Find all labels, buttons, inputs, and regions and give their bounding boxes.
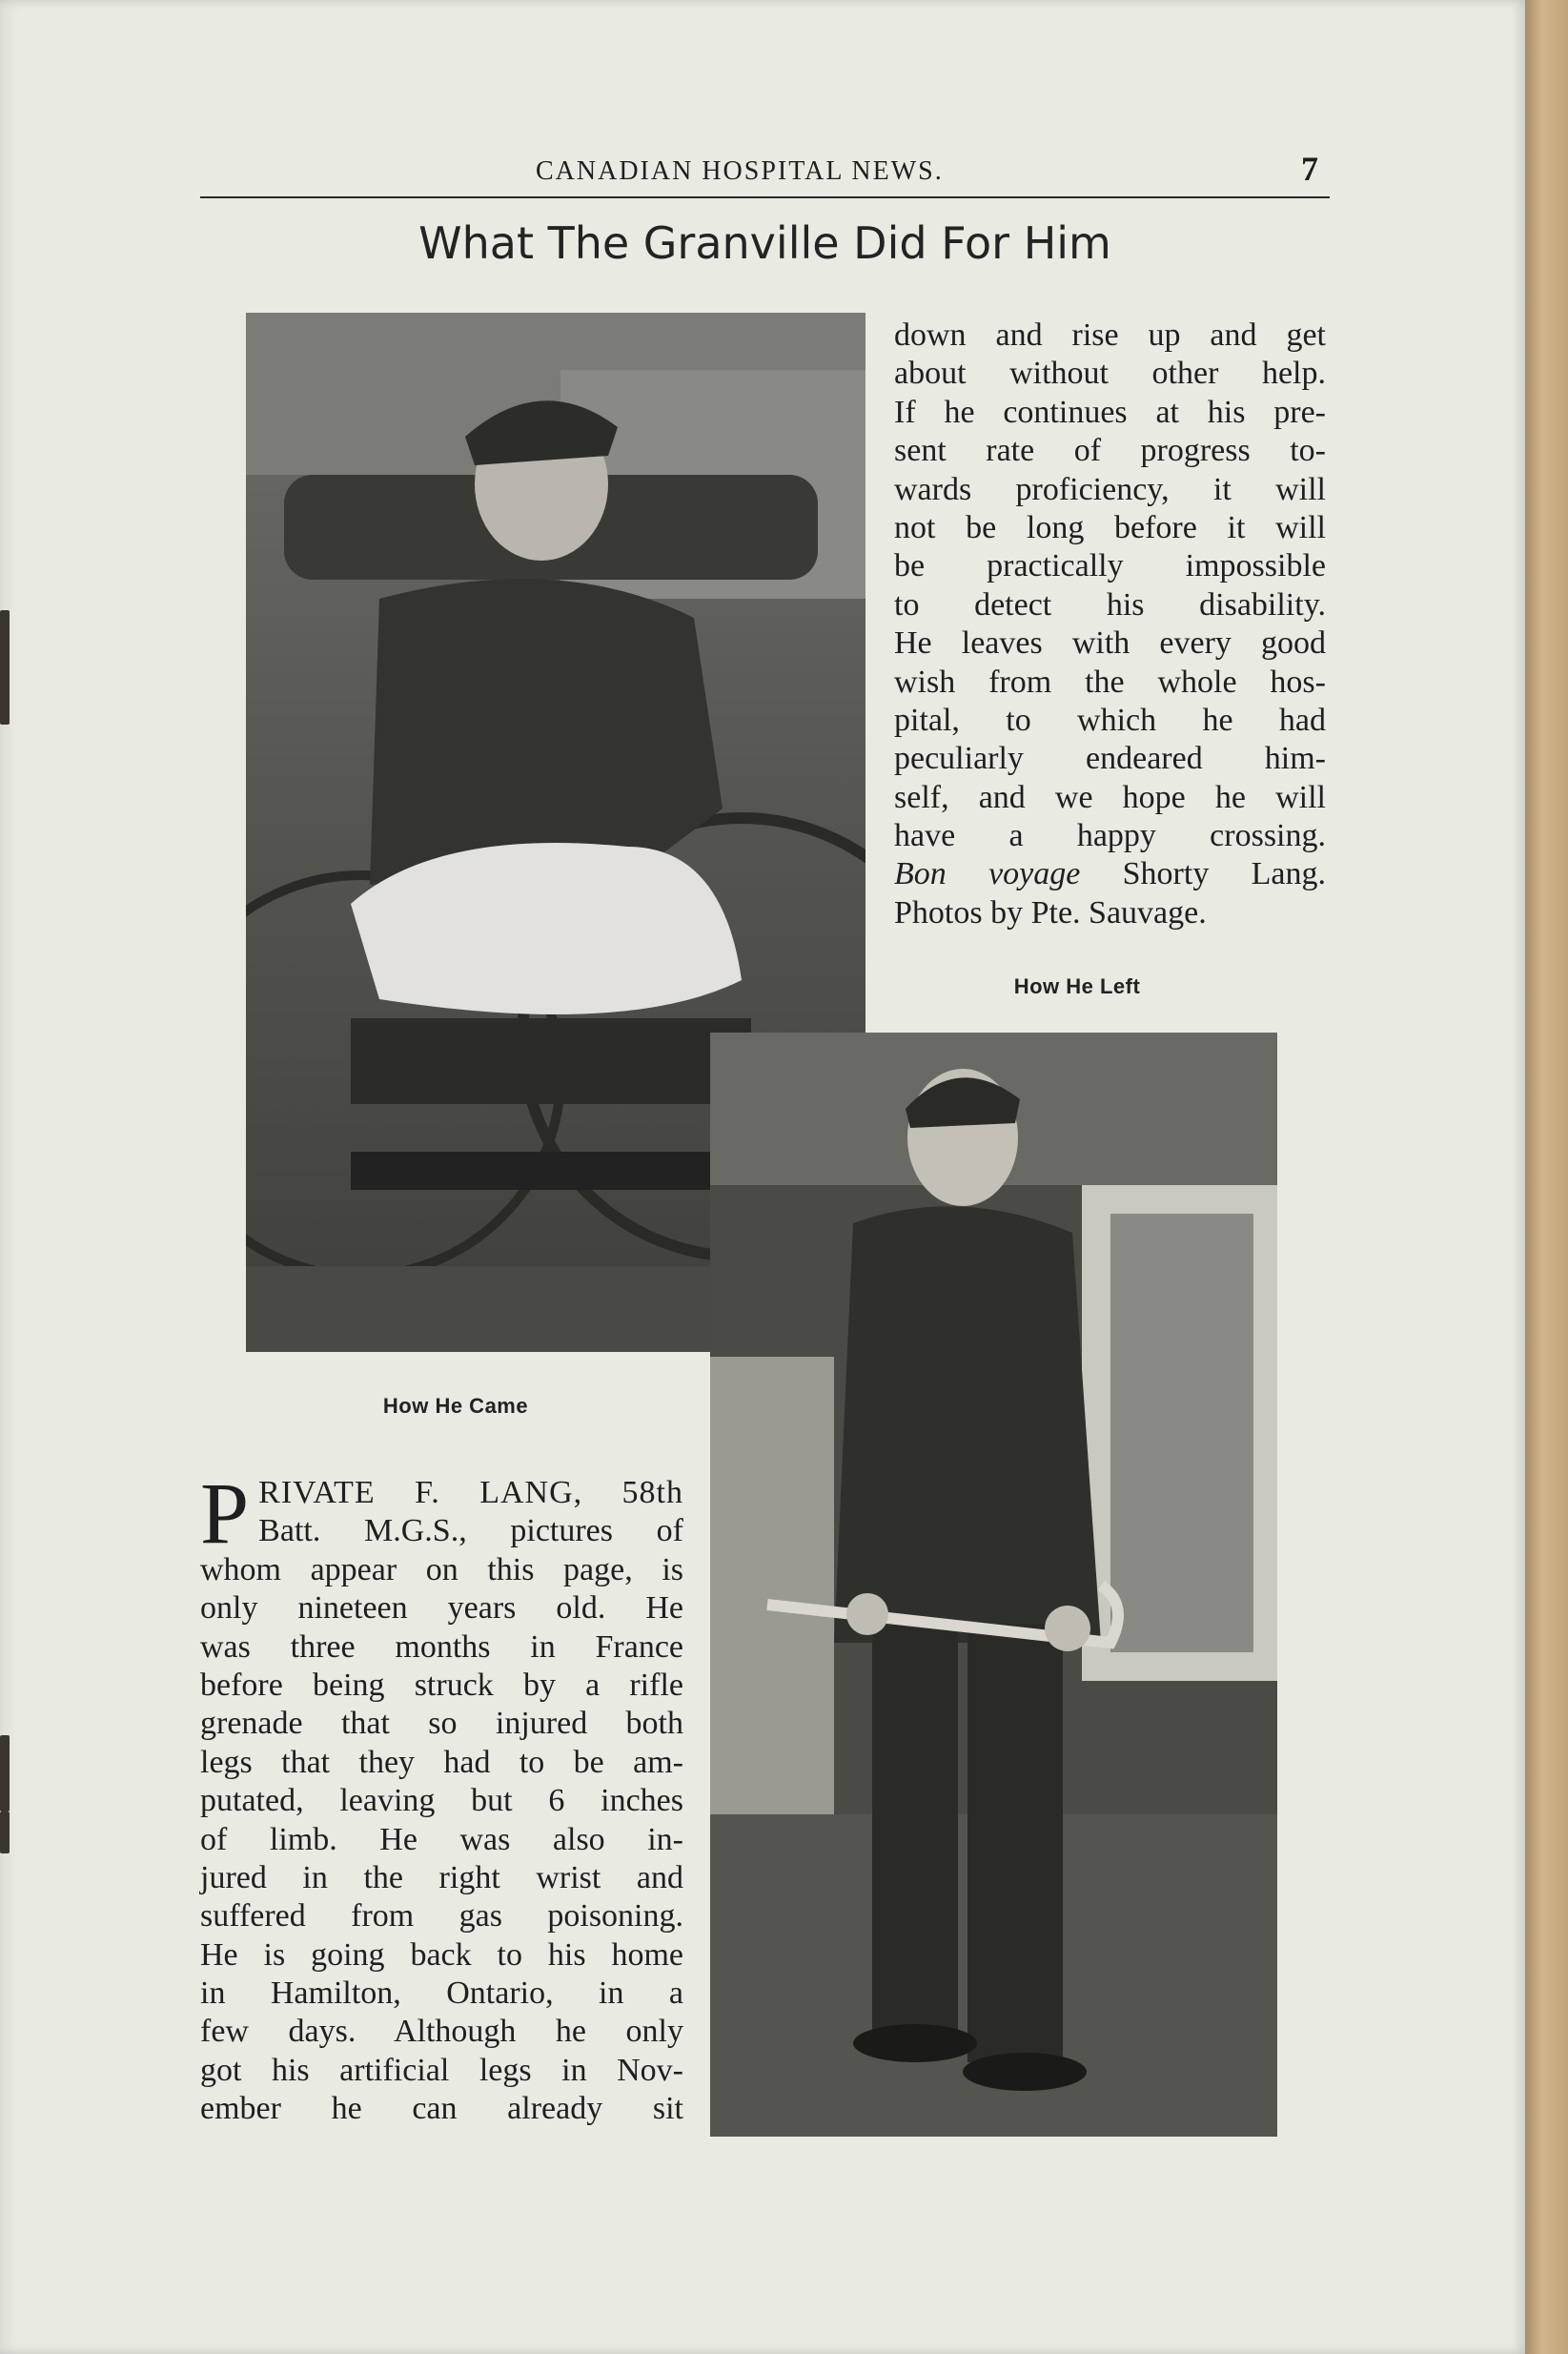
body-line-bon-voyage [894, 855, 1326, 893]
bon-voyage-italic: Bon voyage [894, 856, 1081, 892]
body-line: legs that they had to be am- [200, 1744, 683, 1780]
article-lead: RIVATE F. LANG, 58th [258, 1475, 683, 1510]
body-line: He is going back to his home [200, 1936, 683, 1973]
bon-voyage-rest: Shorty Lang. [1080, 856, 1326, 892]
body-line: of limb. He was also in- [200, 1821, 683, 1857]
body-line: Batt. M.G.S., pictures of [258, 1513, 683, 1549]
publication-title: CANADIAN HOSPITAL NEWS. [536, 156, 944, 186]
body-line: wards proficiency, it will [894, 471, 1326, 507]
body-line: jured in the right wrist and [200, 1859, 683, 1895]
body-line: to detect his disability. [894, 586, 1326, 623]
body-line: have a happy crossing. [894, 818, 1326, 854]
body-line: putated, leaving but 6 inches [200, 1783, 683, 1819]
body-line: pital, to which he had [894, 702, 1326, 738]
body-line: peculiarly endeared him- [894, 741, 1326, 777]
photo-credit: Photos by Pte. Sauvage. [894, 894, 1207, 931]
body-line: down and rise up and get [894, 317, 1326, 353]
body-line: sent rate of progress to- [894, 433, 1326, 469]
body-line: in Hamilton, Ontario, in a [200, 1975, 683, 2012]
photo-how-he-left [710, 1033, 1277, 2137]
body-line: self, and we hope he will [894, 779, 1326, 815]
body-line: not be long before it will [894, 509, 1326, 545]
body-line: suffered from gas poisoning. [200, 1898, 683, 1934]
body-line: ember he can already sit [200, 2091, 683, 2127]
article-body-right [894, 317, 1326, 932]
body-line: got his artificial legs in Nov- [200, 2052, 683, 2088]
binding-mark [0, 1735, 10, 1812]
body-line: wish from the whole hos- [894, 664, 1326, 700]
body-line: about without other help. [894, 356, 1326, 392]
article-headline: What The Granville Did For Him [418, 217, 1111, 269]
body-line: He leaves with every good [894, 625, 1326, 662]
book-edge [1525, 0, 1568, 2354]
body-line: If he continues at his pre- [894, 394, 1326, 430]
body-line: only nineteen years old. He [200, 1590, 683, 1627]
binding-mark [0, 610, 10, 725]
caption-how-he-came: How He Came [382, 1394, 529, 1418]
article-body-left [200, 1464, 683, 2129]
binding-mark [0, 1812, 10, 1853]
body-line: whom appear on this page, is [200, 1551, 683, 1587]
running-header [200, 150, 1330, 198]
body-line: was three months in France [200, 1628, 683, 1665]
dropcap: P [200, 1464, 250, 1562]
caption-how-he-left: How He Left [1013, 974, 1141, 998]
body-line: before being struck by a rifle [200, 1667, 683, 1703]
body-line: be practically impossible [894, 548, 1326, 584]
body-line: few days. Although he only [200, 2014, 683, 2050]
page-number: 7 [1301, 150, 1318, 188]
photo-standing-image [710, 1033, 1277, 2137]
body-line: grenade that so injured both [200, 1706, 683, 1742]
